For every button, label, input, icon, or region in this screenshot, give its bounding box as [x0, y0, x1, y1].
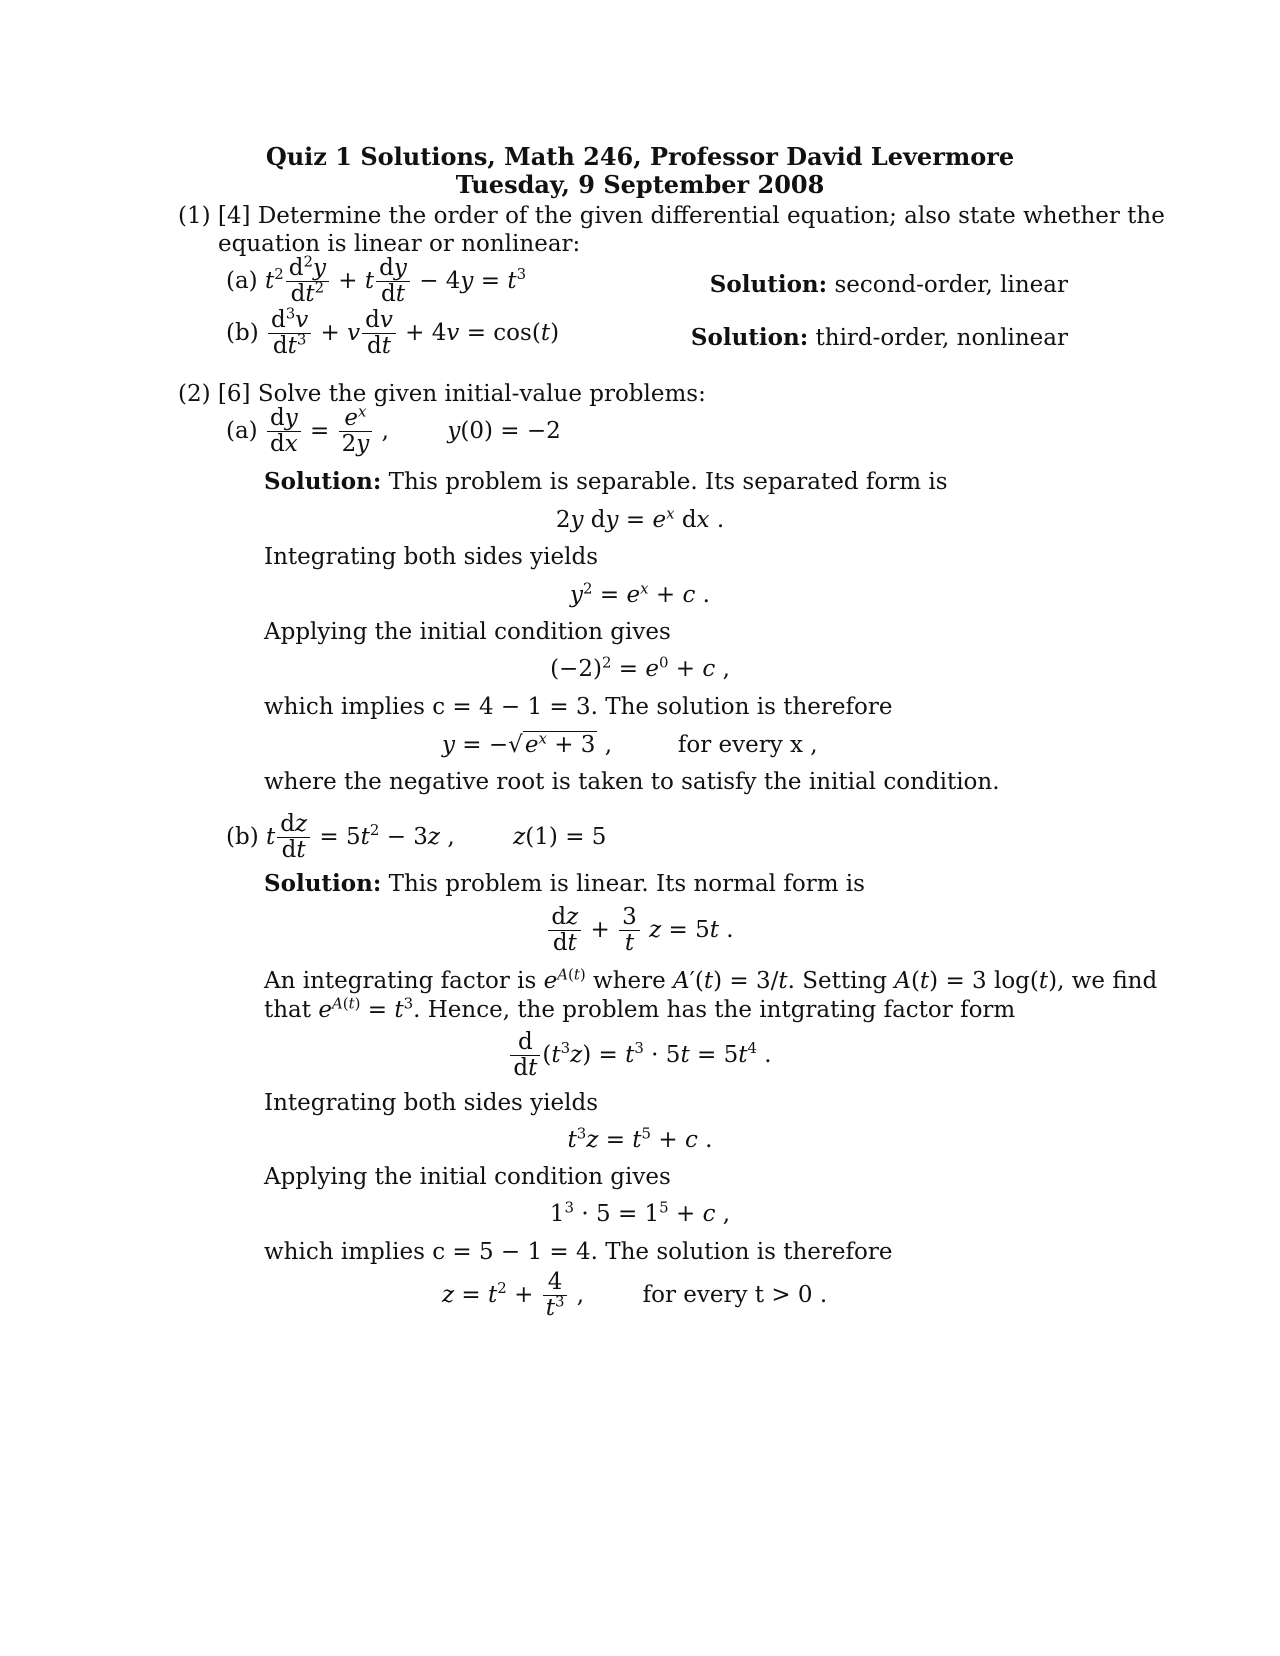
for-every-t: for every t > 0 .	[642, 1281, 828, 1308]
problem1-part-a-solution: Solution: second-order, linear	[709, 271, 1068, 298]
problem2-part-b-equation: (b) t $\frac{dz}{dt}$ = $5t^2 - 3z$ , z(1) = 5	[226, 811, 607, 864]
solution-equation-b: $z = t^2$ + $\frac{4}{t^3}$ , for every t > 0 .	[442, 1269, 828, 1322]
problem2-part-a-negative-root: where the negative root is taken to satisfy the initial condition.	[264, 769, 1000, 795]
problem1-label: (1)	[178, 203, 211, 229]
problem2-part-b-implies: which implies c = 5 − 1 = 4. The solution is therefore	[264, 1239, 893, 1265]
separated-form-equation: 2y dy = $e^x$ dx .	[555, 504, 725, 533]
problem1-line1	[178, 202, 1165, 231]
problem2-part-a-equation: (a) $\frac{dy}{dx}$ = $\frac{e^x}{2y}$ , y(0) = −2	[226, 402, 561, 458]
integrating-factor-form-equation: $\frac{d}{dt}$ $(t^3z) = t^3 \cdot 5t = 5t^4$ .	[0, 1030, 1280, 1082]
for-every-x: for every x ,	[677, 732, 818, 758]
problem1-points: [4]	[217, 203, 251, 229]
problem2-part-a-solution-intro: Solution: This problem is separable. Its separated form is	[264, 468, 948, 495]
problem1-part-b-equation: (b) $\frac{d^3v}{dt^3}$ + v $\frac{dv}{dt}$ + 4v = cos(t)	[226, 304, 560, 360]
problem2-prompt: Solve the given initial-value problems:	[257, 381, 706, 407]
problem1-part-a-equation: (a) $t^2$ $\frac{d^2y}{dt^2}$ + t $\frac{dy}{dt}$ − $4y = t^3$	[226, 252, 527, 308]
page-title: Quiz 1 Solutions, Math 246, Professor David Levermore	[265, 142, 1015, 171]
normal-form-equation: $\frac{dz}{dt}$ + $\frac{3}{t}$ z = 5t .	[0, 905, 1280, 957]
solution-equation-a: $y = -√e^x + 3$ , for every x ,	[442, 729, 818, 758]
problem1-part-b-solution: Solution: third-order, nonlinear	[690, 324, 1068, 351]
problem1-part-a-label: (a)	[226, 267, 258, 294]
problem2-label: (2)	[178, 381, 211, 407]
problem2-part-b-label: (b)	[226, 823, 259, 850]
problem2-part-b-solution-intro: Solution: This problem is linear. Its normal form is	[264, 870, 865, 897]
problem2-line	[178, 380, 706, 409]
page-date: Tuesday, 9 September 2008	[455, 170, 825, 199]
integrated-equation-a: $y^2 = e^x + c$ .	[570, 579, 710, 608]
problem2-part-b-integrating: Integrating both sides yields	[264, 1090, 599, 1116]
problem2-part-a-implies: which implies c = 4 − 1 = 3. The solution is therefore	[264, 694, 893, 720]
problem2-part-a-applying: Applying the initial condition gives	[264, 619, 671, 645]
problem2-part-a-integrating: Integrating both sides yields	[264, 544, 599, 570]
problem1-prompt: Determine the order of the given differential equation; also state whether the	[257, 203, 1165, 229]
problem2-part-b-applying: Applying the initial condition gives	[264, 1164, 671, 1190]
problem2-points: [6]	[217, 381, 251, 407]
initial-condition-equation-a: $(-2)^2 = e^0 + c$ ,	[550, 653, 730, 682]
integrating-factor-line1: An integrating factor is $e^{A(t)}$ where A′(t) = 3/t. Setting A(t) = 3 log(t), we find	[264, 965, 1158, 994]
problem1-part-b-label: (b)	[226, 319, 259, 346]
integrated-equation-b: $t^3z = t^5 + c$ .	[567, 1124, 713, 1153]
initial-condition-equation-b: $1^3 \cdot 5 = 1^5 + c$ ,	[549, 1198, 731, 1227]
problem2-part-a-label: (a)	[226, 417, 258, 444]
integrating-factor-line2: that $e^{A(t)} = t^3$. Hence, the problem has the intgrating factor form	[264, 994, 1016, 1023]
problem1-prompt-line2: equation is linear or nonlinear:	[218, 231, 581, 257]
